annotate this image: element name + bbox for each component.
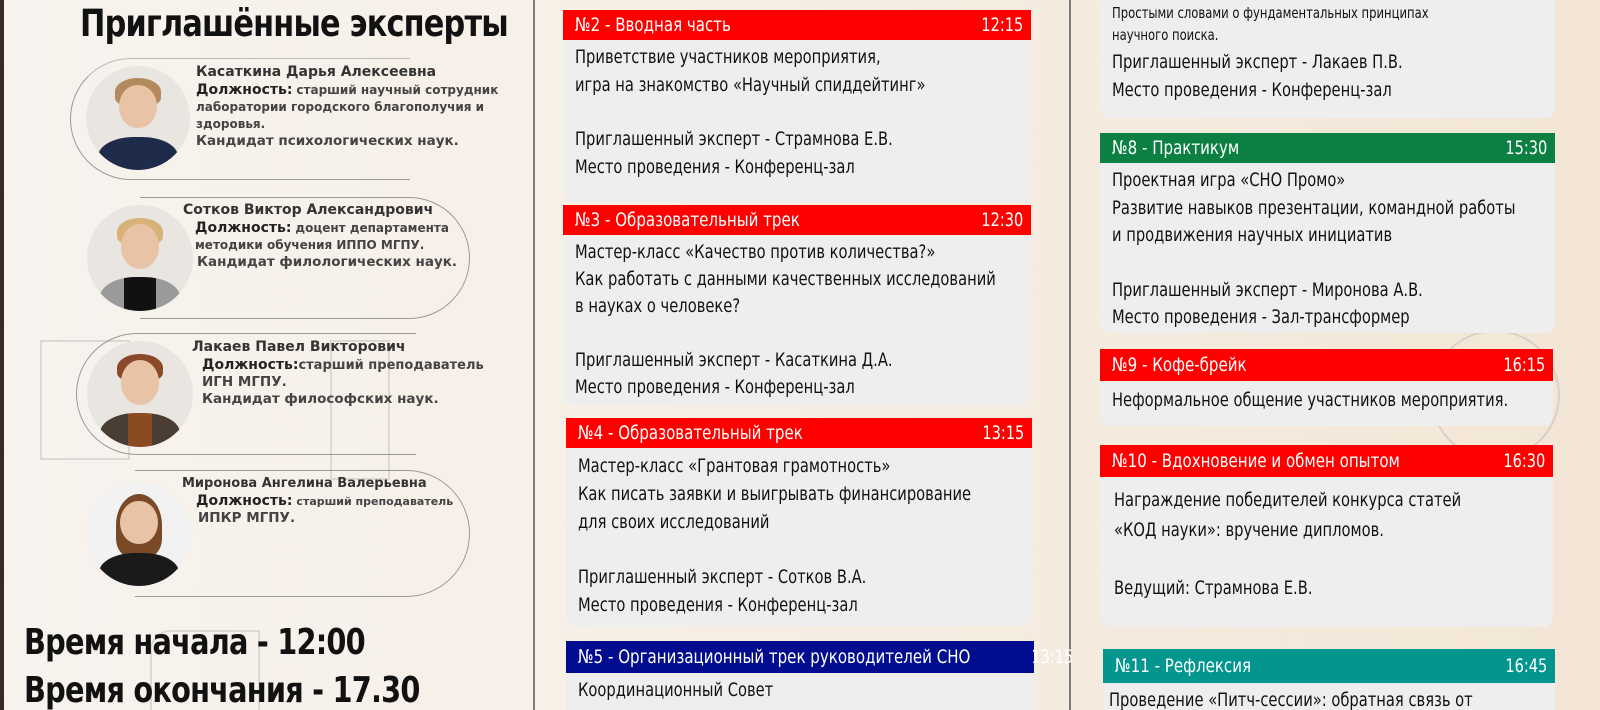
schedule-item-header — [1100, 445, 1553, 477]
position-label: Должность: — [195, 220, 292, 236]
schedule-item-header — [566, 418, 1032, 448]
description-line: Награждение победителей конкурса статей — [1114, 489, 1462, 511]
schedule-item-time: 12:30 — [981, 209, 1023, 231]
column-divider-2 — [1069, 0, 1071, 710]
expert-line: Приглашенный эксперт - Касаткина Д.А. — [575, 349, 893, 371]
description-line: Мастер-класс «Грантовая грамотность» — [578, 455, 891, 477]
description-line: научного поиска. — [1112, 26, 1219, 44]
schedule-item-5 — [566, 641, 1074, 710]
venue-line: Место проведения - Зал-трансформер — [1112, 306, 1410, 328]
schedule-item-time: 16:45 — [1505, 655, 1547, 677]
description-line: для своих исследований — [578, 511, 770, 533]
position-label: Должность: — [196, 82, 293, 98]
schedule-item-8 — [1100, 133, 1555, 333]
description-line: Как писать заявки и выигрывать финансирование — [578, 483, 972, 505]
expert-position: ИПКР МГПУ. — [198, 510, 296, 526]
column-divider-1 — [533, 0, 535, 710]
schedule-item-2 — [563, 10, 1031, 202]
schedule-item-9 — [1100, 349, 1553, 426]
expert-card — [0, 58, 530, 183]
description-line: Простыми словами о фундаментальных принципах — [1112, 4, 1429, 22]
schedule-item-4 — [566, 418, 1032, 626]
description-line: и продвижения научных инициатив — [1112, 224, 1393, 246]
schedule-item-time: 16:15 — [1503, 354, 1545, 376]
expert-photo — [86, 66, 190, 170]
schedule-item-header — [1100, 133, 1555, 163]
expert-position: методики обучения ИППО МГПУ. — [195, 238, 425, 252]
schedule-item-title: №10 - Вдохновение и обмен опытом — [1112, 450, 1400, 472]
start-time: Время начала - 12:00 — [24, 622, 365, 663]
expert-line: Приглашенный эксперт - Страмнова Е.В. — [575, 128, 893, 150]
expert-position: старший преподаватель — [296, 495, 454, 508]
expert-position: старший преподаватель — [298, 358, 484, 373]
schedule-item-time: 12:15 — [981, 14, 1023, 36]
schedule-item-11 — [1103, 649, 1555, 710]
schedule-item-title: №2 - Вводная часть — [575, 14, 731, 36]
position-label: Должность: — [196, 493, 293, 509]
venue-line: Место проведения - Конференц-зал — [575, 376, 855, 398]
schedule-item-title: №9 - Кофе-брейк — [1112, 354, 1247, 376]
description-line: Проектная игра «СНО Промо» — [1112, 169, 1346, 191]
expert-position: здоровья. — [196, 117, 266, 131]
expert-position: старший научный сотрудник — [296, 83, 499, 97]
schedule-item-body — [1100, 381, 1553, 426]
description-line: Мастер-класс «Качество против количества?» — [575, 241, 936, 263]
schedule-item-body — [1100, 477, 1553, 627]
description-line: Приветствие участников мероприятия, — [575, 46, 881, 68]
schedule-item-title: №4 - Образовательный трек — [578, 422, 803, 444]
expert-card — [0, 470, 530, 600]
expert-info — [182, 475, 482, 527]
expert-card — [0, 197, 530, 322]
expert-line: Приглашенный эксперт - Лакаев П.В. — [1112, 51, 1403, 73]
expert-name: Сотков Виктор Александрович — [183, 202, 434, 218]
expert-info — [192, 339, 522, 408]
schedule-item-body — [563, 235, 1031, 405]
description-line: Проведение «Питч-сессии»: обратная связь от — [1109, 689, 1473, 710]
expert-photo — [87, 205, 193, 311]
description-line: «КОД науки»: вручение дипломов. — [1114, 519, 1384, 541]
schedule-item-header — [1100, 349, 1553, 381]
expert-position: ИГН МГПУ. — [202, 374, 287, 390]
description-line: в науках о человеке? — [575, 295, 741, 317]
venue-line: Место проведения - Конференц-зал — [1112, 78, 1392, 101]
end-time: Время окончания - 17.30 — [24, 670, 420, 710]
schedule-item-time: 16:30 — [1503, 450, 1545, 472]
expert-card — [0, 333, 530, 458]
expert-name: Лакаев Павел Викторович — [192, 339, 406, 355]
expert-photo — [87, 482, 191, 586]
schedule-item-7-continued — [1100, 0, 1555, 118]
schedule-item-body — [566, 673, 1034, 710]
schedule-item-body — [1100, 0, 1555, 118]
expert-info — [196, 64, 526, 150]
expert-name: Касаткина Дарья Алексеевна — [196, 64, 437, 80]
expert-info — [183, 202, 483, 271]
expert-line: Приглашенный эксперт - Миронова А.В. — [1112, 278, 1423, 301]
expert-degree: Кандидат филологических наук. — [197, 254, 458, 270]
schedule-item-title: №8 - Практикум — [1112, 137, 1240, 159]
description-line: Координационный Совет — [578, 679, 774, 701]
experts-title: Приглашённые эксперты — [80, 2, 508, 45]
expert-line: Приглашенный эксперт - Сотков В.А. — [578, 566, 867, 588]
schedule-item-header — [563, 10, 1031, 40]
venue-line: Место проведения - Конференц-зал — [575, 155, 855, 178]
expert-name: Миронова Ангелина Валерьевна — [182, 476, 427, 491]
schedule-item-header — [1103, 649, 1555, 683]
position-label: Должность: — [202, 357, 299, 373]
expert-degree: Кандидат философских наук. — [202, 391, 439, 407]
expert-degree: Кандидат психологических наук. — [196, 133, 459, 149]
schedule-item-title: №5 - Организационный трек руководителей СНО — [578, 646, 971, 668]
schedule-item-body — [1100, 163, 1555, 333]
expert-position: лаборатории городского благополучия и — [196, 100, 485, 114]
description-line: Как работать с данными качественных исследований — [575, 268, 996, 290]
schedule-item-time: 13:15 — [982, 422, 1024, 444]
schedule-item-title: №3 - Образовательный трек — [575, 209, 800, 231]
schedule-item-time: 15:30 — [1505, 137, 1547, 159]
schedule-item-header — [566, 641, 1074, 673]
schedule-item-10 — [1100, 445, 1553, 627]
description-line: Развитие навыков презентации, командной работы — [1112, 196, 1516, 219]
schedule-item-time: 13:15 — [1031, 646, 1074, 668]
host-line: Ведущий: Страмнова Е.В. — [1114, 577, 1313, 599]
description-line: Неформальное общение участников мероприятия. — [1112, 389, 1509, 411]
description-line: игра на знакомство «Научный спиддейтинг» — [575, 73, 926, 96]
schedule-item-header — [563, 205, 1031, 235]
schedule-item-body — [566, 448, 1032, 626]
venue-line: Место проведения - Конференц-зал — [578, 594, 858, 616]
expert-position: доцент департамента — [295, 221, 449, 235]
schedule-item-body — [1103, 683, 1555, 710]
schedule-item-3 — [563, 205, 1031, 405]
expert-photo — [87, 341, 193, 447]
schedule-item-body — [563, 40, 1031, 202]
schedule-item-title: №11 - Рефлексия — [1115, 655, 1252, 677]
